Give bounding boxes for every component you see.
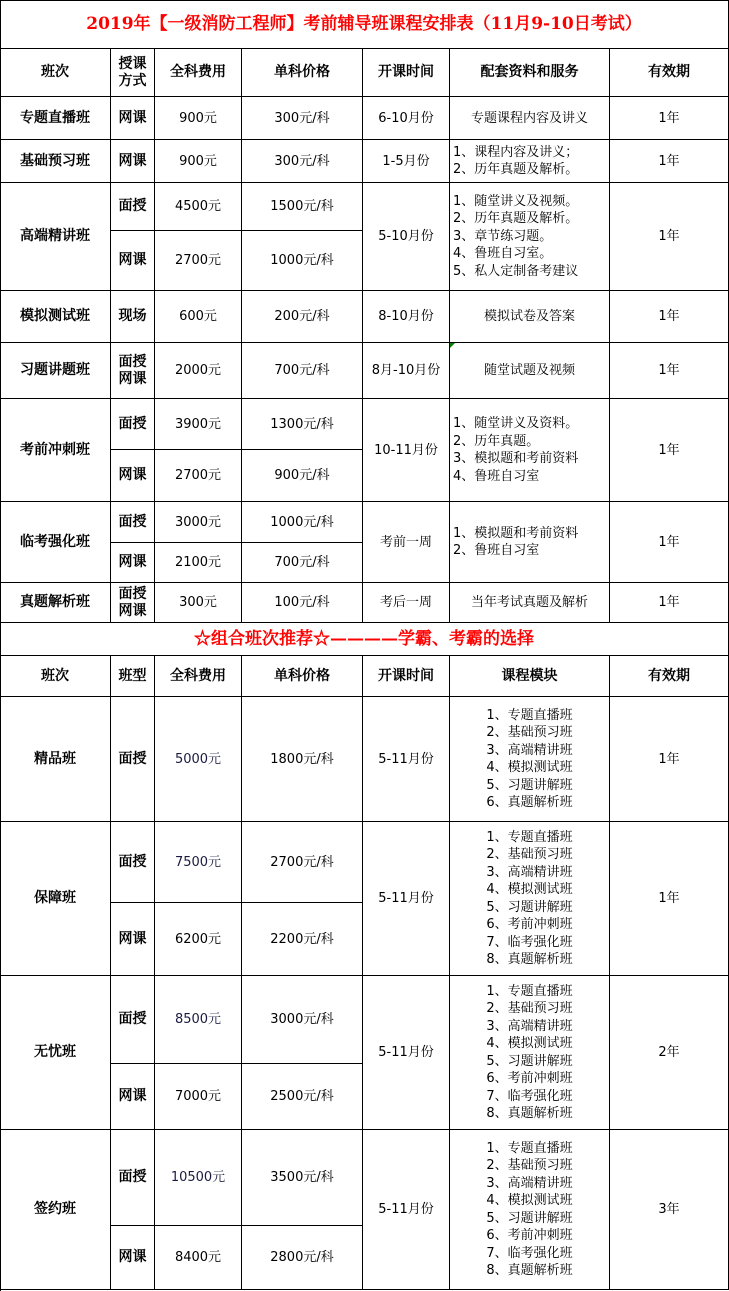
full-fee: 2100元 (155, 543, 242, 583)
header-type: 班型 (111, 656, 155, 697)
module-item: 8、真题解析班 (486, 1106, 573, 1121)
full-fee: 2000元 (155, 343, 242, 399)
single-price: 3000元/科 (242, 976, 363, 1064)
validity: 3年 (610, 1130, 729, 1290)
materials (450, 183, 610, 291)
single-price: 300元/科 (242, 97, 363, 140)
class-name: 临考强化班 (0, 502, 111, 583)
mode: 网课 (111, 97, 155, 140)
mode: 网课 (111, 231, 155, 291)
module-item: 5、习题讲解班 (486, 1210, 573, 1226)
module-item: 3、高端精讲班 (486, 1175, 573, 1191)
modules (450, 697, 610, 822)
single-price: 1000元/科 (242, 231, 363, 291)
mode: 现场 (111, 291, 155, 343)
class-name: 无忧班 (0, 976, 111, 1130)
start-time: 5-11月份 (363, 697, 450, 822)
validity: 1年 (610, 97, 729, 140)
mode: 面授 (111, 976, 155, 1064)
header-class: 班次 (0, 656, 111, 697)
module-item: 7、临考强化班 (486, 934, 573, 950)
validity: 2年 (610, 976, 729, 1130)
class-name: 保障班 (0, 822, 111, 976)
start-time: 考前一周 (363, 502, 450, 583)
header-validity: 有效期 (610, 656, 729, 697)
validity: 1年 (610, 399, 729, 502)
full-fee: 6200元 (155, 903, 242, 976)
validity: 1年 (610, 822, 729, 976)
materials-item: 1、模拟题和考前资料 (453, 525, 579, 541)
class-name: 基础预习班 (0, 140, 111, 183)
module-item: 7、临考强化班 (486, 1088, 573, 1104)
materials-item: 2、历年真题。 (453, 433, 540, 449)
module-item: 8、真题解析班 (486, 1263, 573, 1278)
module-item: 6、考前冲刺班 (486, 1071, 573, 1086)
mode: 面授 (111, 697, 155, 822)
module-item: 3、高端精讲班 (486, 1018, 573, 1034)
module-item: 2、基础预习班 (486, 1158, 573, 1173)
full-fee: 2700元 (155, 231, 242, 291)
header-single-price: 单科价格 (242, 49, 363, 97)
materials: 专题课程内容及讲义 (450, 97, 610, 140)
module-item: 2、基础预习班 (486, 847, 573, 862)
class-name: 模拟测试班 (0, 291, 111, 343)
start-time: 1-5月份 (363, 140, 450, 183)
validity: 1年 (610, 343, 729, 399)
header-class: 班次 (0, 49, 111, 97)
mode: 面授 (111, 183, 155, 231)
mode: 面授 (111, 1130, 155, 1226)
materials-item: 2、历年真题及解析。 (453, 211, 579, 227)
start-time: 5-11月份 (363, 1130, 450, 1290)
module-item: 5、习题讲解班 (486, 1053, 573, 1069)
validity: 1年 (610, 697, 729, 822)
class-name: 专题直播班 (0, 97, 111, 140)
materials-item: 4、鲁班自习室。 (453, 246, 553, 262)
start-time: 考后一周 (363, 583, 450, 623)
module-item: 1、专题直播班 (486, 829, 573, 845)
module-item: 1、专题直播班 (486, 1140, 573, 1156)
materials-item: 4、鲁班自习室 (453, 468, 540, 484)
single-price: 300元/科 (242, 140, 363, 183)
validity: 1年 (610, 583, 729, 623)
materials-item: 1、课程内容及讲义； (453, 144, 579, 160)
header-mode-line2: 方式 (118, 72, 147, 89)
materials: 模拟试卷及答案 (450, 291, 610, 343)
start-time: 10-11月份 (363, 399, 450, 502)
module-item: 6、考前冲刺班 (486, 1228, 573, 1243)
mode (111, 343, 155, 399)
mode: 网课 (111, 140, 155, 183)
module-item: 5、习题讲解班 (486, 899, 573, 915)
validity: 1年 (610, 502, 729, 583)
module-item: 4、模拟测试班 (486, 882, 573, 897)
module-item: 2、基础预习班 (486, 1001, 573, 1016)
mode: 面授 (111, 502, 155, 543)
materials-item: 2、历年真题及解析。 (453, 162, 579, 177)
mode-line2: 网课 (118, 370, 147, 387)
mode: 网课 (111, 543, 155, 583)
single-price: 2500元/科 (242, 1064, 363, 1130)
mode: 面授 (111, 399, 155, 450)
mode (111, 583, 155, 623)
module-item: 1、专题直播班 (486, 983, 573, 999)
validity: 1年 (610, 140, 729, 183)
module-item: 3、高端精讲班 (486, 864, 573, 880)
header-start-time: 开课时间 (363, 49, 450, 97)
materials (450, 140, 610, 183)
class-name: 考前冲刺班 (0, 399, 111, 502)
materials-item: 2、鲁班自习室 (453, 543, 540, 558)
mode: 网课 (111, 1064, 155, 1130)
header-validity: 有效期 (610, 49, 729, 97)
mode: 面授 (111, 822, 155, 903)
single-price: 700元/科 (242, 343, 363, 399)
comment-indicator-icon[interactable] (450, 343, 455, 348)
full-fee: 3900元 (155, 399, 242, 450)
module-item: 6、考前冲刺班 (486, 917, 573, 932)
single-price: 2200元/科 (242, 903, 363, 976)
modules (450, 976, 610, 1130)
start-time: 8-10月份 (363, 291, 450, 343)
module-item: 1、专题直播班 (486, 707, 573, 723)
materials (450, 399, 610, 502)
header-modules: 课程模块 (450, 656, 610, 697)
page-title: 2019年【一级消防工程师】考前辅导班课程安排表（11月9-10日考试） (0, 0, 729, 49)
full-fee: 7000元 (155, 1064, 242, 1130)
class-name: 签约班 (0, 1130, 111, 1290)
single-price: 700元/科 (242, 543, 363, 583)
module-item: 4、模拟测试班 (486, 760, 573, 775)
start-time: 8月-10月份 (363, 343, 450, 399)
module-item: 7、临考强化班 (486, 1245, 573, 1261)
materials-item: 5、私人定制备考建议 (453, 263, 579, 279)
mode: 网课 (111, 450, 155, 502)
single-price: 2700元/科 (242, 822, 363, 903)
module-item: 2、基础预习班 (486, 725, 573, 740)
full-fee: 7500元 (155, 822, 242, 903)
module-item: 5、习题讲解班 (486, 777, 573, 793)
header-full-fee: 全科费用 (155, 49, 242, 97)
full-fee: 8400元 (155, 1226, 242, 1290)
materials-item: 3、章节练习题。 (453, 228, 553, 244)
module-item: 4、模拟测试班 (486, 1193, 573, 1208)
class-name: 真题解析班 (0, 583, 111, 623)
validity: 1年 (610, 291, 729, 343)
class-name: 高端精讲班 (0, 183, 111, 291)
materials (450, 502, 610, 583)
single-price: 1500元/科 (242, 183, 363, 231)
single-price: 3500元/科 (242, 1130, 363, 1226)
single-price: 1000元/科 (242, 502, 363, 543)
mode-line2: 网课 (118, 602, 147, 619)
module-item: 6、真题解析班 (486, 795, 573, 810)
single-price: 200元/科 (242, 291, 363, 343)
materials-item: 1、随堂讲义及视频。 (453, 193, 579, 209)
mode: 网课 (111, 903, 155, 976)
full-fee: 5000元 (155, 697, 242, 822)
single-price: 1300元/科 (242, 399, 363, 450)
materials: 当年考试真题及解析 (450, 583, 610, 623)
full-fee: 4500元 (155, 183, 242, 231)
single-price: 900元/科 (242, 450, 363, 502)
materials: 随堂试题及视频 (450, 343, 610, 399)
section-subtitle: ☆组合班次推荐☆————学霸、考霸的选择 (0, 623, 729, 656)
module-item: 4、模拟测试班 (486, 1036, 573, 1051)
header-materials: 配套资料和服务 (450, 49, 610, 97)
validity: 1年 (610, 183, 729, 291)
mode-line1: 面授 (118, 353, 147, 370)
start-time: 5-11月份 (363, 822, 450, 976)
single-price: 100元/科 (242, 583, 363, 623)
module-item: 8、真题解析班 (486, 952, 573, 967)
materials-item: 3、模拟题和考前资料 (453, 451, 579, 466)
header-start-time: 开课时间 (363, 656, 450, 697)
full-fee: 3000元 (155, 502, 242, 543)
header-mode-line1: 授课 (118, 55, 147, 72)
modules (450, 822, 610, 976)
full-fee: 600元 (155, 291, 242, 343)
mode-line1: 面授 (118, 585, 147, 602)
header-mode (111, 49, 155, 97)
mode: 网课 (111, 1226, 155, 1290)
start-time: 6-10月份 (363, 97, 450, 140)
header-single-price: 单科价格 (242, 656, 363, 697)
full-fee: 2700元 (155, 450, 242, 502)
start-time: 5-10月份 (363, 183, 450, 291)
full-fee: 900元 (155, 97, 242, 140)
full-fee: 300元 (155, 583, 242, 623)
full-fee: 900元 (155, 140, 242, 183)
start-time: 5-11月份 (363, 976, 450, 1130)
class-name: 习题讲题班 (0, 343, 111, 399)
header-full-fee: 全科费用 (155, 656, 242, 697)
full-fee: 8500元 (155, 976, 242, 1064)
materials-item: 1、随堂讲义及资料。 (453, 416, 579, 431)
modules (450, 1130, 610, 1290)
single-price: 1800元/科 (242, 697, 363, 822)
single-price: 2800元/科 (242, 1226, 363, 1290)
module-item: 3、高端精讲班 (486, 742, 573, 758)
full-fee: 10500元 (155, 1130, 242, 1226)
class-name: 精品班 (0, 697, 111, 822)
